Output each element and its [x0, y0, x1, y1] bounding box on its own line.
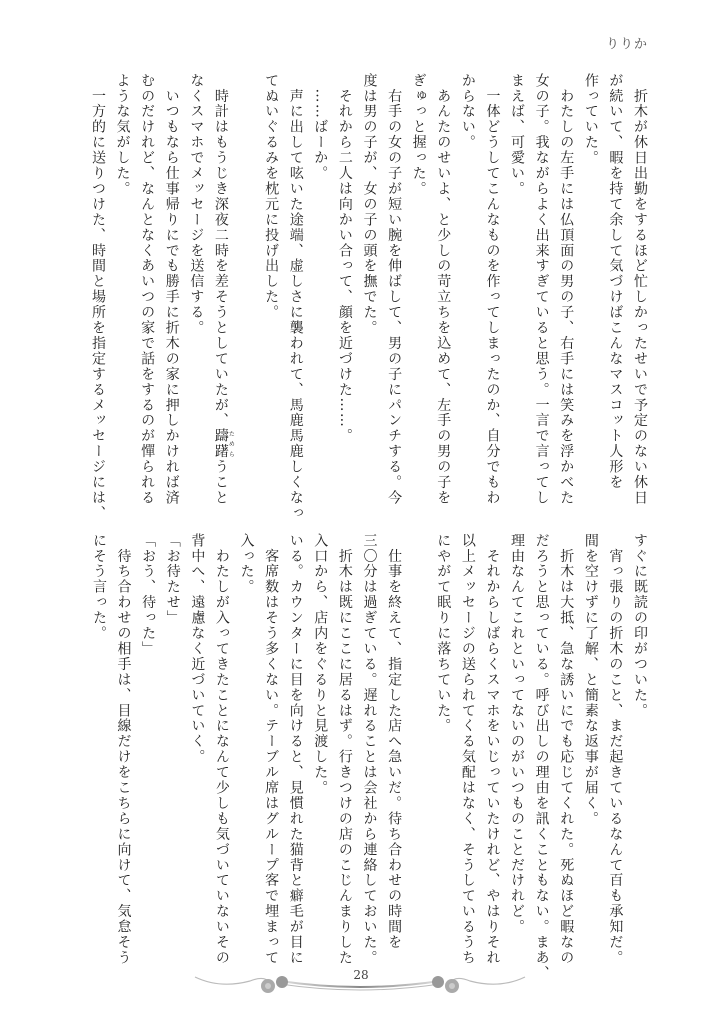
text-line: にやがて眠りに落ちていた。 [435, 533, 452, 734]
ruby-reading: ためら [227, 428, 235, 460]
text-line: にそう言った。 [90, 533, 107, 642]
ruby-line-prefix: 時計はもうじき深夜二時を差そうとしていたが、 [212, 73, 229, 429]
text-line: わたしの左手には仏頂面の男の子、右手には笑みを浮かべた [558, 73, 575, 506]
text-line: それからしばらくスマホをいじっていたけれど、やはりそれ [484, 533, 501, 966]
text-line: が続いて、暇を持て余して気づけばこんなマスコット人形を [607, 73, 624, 491]
text-line: ぎゅっと握った。 [410, 73, 427, 197]
text-line: それから二人は向かい合って、顔を近づけた……。 [336, 73, 353, 444]
text-line-with-ruby [208, 73, 235, 506]
text-line: 折木は大抵、急な誘いにでも応じてくれた。死ぬほど暇なの [558, 533, 575, 966]
text-line: 入った。 [238, 533, 255, 595]
text-line: ような気がした。 [114, 73, 131, 197]
text-line: 宵っ張りの折木のこと、まだ起きているなんて百も承知だ。 [607, 533, 624, 966]
text-line: 背中へ、遠慮なく近づいていく。 [189, 533, 206, 765]
page-number: 28 [353, 968, 369, 982]
text-line: 一方的に送りつけた、時間と場所を指定するメッセージには、 [89, 73, 106, 522]
author-name: りりか [606, 37, 649, 52]
text-line: なくスマホでメッセージを送信する。 [188, 73, 205, 336]
text-line: 一体どうしてこんなものを作ってしまったのか、自分でもわ [484, 73, 501, 506]
text-line: ……ばーか。 [312, 73, 329, 182]
text-line: 以上メッセージの送られてくる気配はなく、そうしているうち [459, 533, 476, 966]
blank-line [234, 73, 259, 503]
text-line: 作っていた。 [582, 73, 599, 166]
text-line: まえば、可愛い。 [509, 73, 526, 197]
text-line: 声に出して呟いた途端、虚しさに襲われて、馬鹿馬鹿しくなっ [287, 73, 304, 522]
text-line: 「お待たせ」 [164, 533, 181, 626]
text-line: からない。 [459, 73, 476, 151]
text-line: だろうと思っている。呼び出しの理由を訊くこともない。まあ、 [533, 533, 550, 982]
ruby-line-suffix: うこと [212, 459, 229, 506]
ruby-word [212, 428, 235, 460]
text-line: 待ち合わせの相手は、目線だけをこちらに向けて、気怠そう [115, 533, 132, 966]
text-line: 仕事を終えて、指定した店へ急いだ。待ち合わせの時間を [386, 533, 403, 951]
ruby-base: 躊躇 [212, 428, 229, 460]
text-line: あんたのせいよ、と少しの苛立ちを込めて、左手の男の子を [435, 73, 452, 506]
text-line: てぬいぐるみを枕元に投げ出した。 [263, 73, 280, 321]
text-line: 度は男の子が、女の子の頭を撫でた。 [361, 73, 378, 336]
text-line: すぐに既読の印がついた。 [632, 533, 648, 719]
text-line: 折木が休日出勤をするほど忙しかったせいで予定のない休日 [632, 73, 648, 506]
text-line: 「おう、待った」 [140, 533, 157, 657]
text-line: いる。カウンターに目を向けると、見慣れた猫背と癖毛が目に [287, 533, 304, 966]
text-line: 客席数はそう多くない。テーブル席はグループ客で埋まって [263, 533, 280, 966]
text-line: 女の子。我ながらよく出来すぎていると思う。一言で言ってし [533, 73, 550, 506]
text-line: 間を空けずに了解、と簡素な返事が届く。 [582, 533, 599, 827]
text-line: 右手の女の子が短い腕を伸ばして、男の子にパンチする。今 [386, 73, 403, 506]
text-line: 三〇分は過ぎている。遅れることは会社から連絡しておいた。 [361, 533, 378, 966]
text-line: わたしが入ってきたことになんて少しも気づいていないその [213, 533, 230, 966]
text-line: 折木は既にここに居るはず。行きつけの店のこじんまりした [336, 533, 353, 966]
blank-line [406, 533, 431, 963]
text-line: いつもなら仕事帰りにでも勝手に折木の家に押しかければ済 [163, 73, 180, 506]
text-line: むのだけれど、なんとなくあいつの家で話をするのが憚られる [139, 73, 156, 506]
text-line: 入口から、店内をぐるりと見渡した。 [312, 533, 329, 796]
upper-text-block [82, 73, 652, 522]
text-line: 理由なんてこれといってないのがいつものことだけれど。 [509, 533, 526, 935]
